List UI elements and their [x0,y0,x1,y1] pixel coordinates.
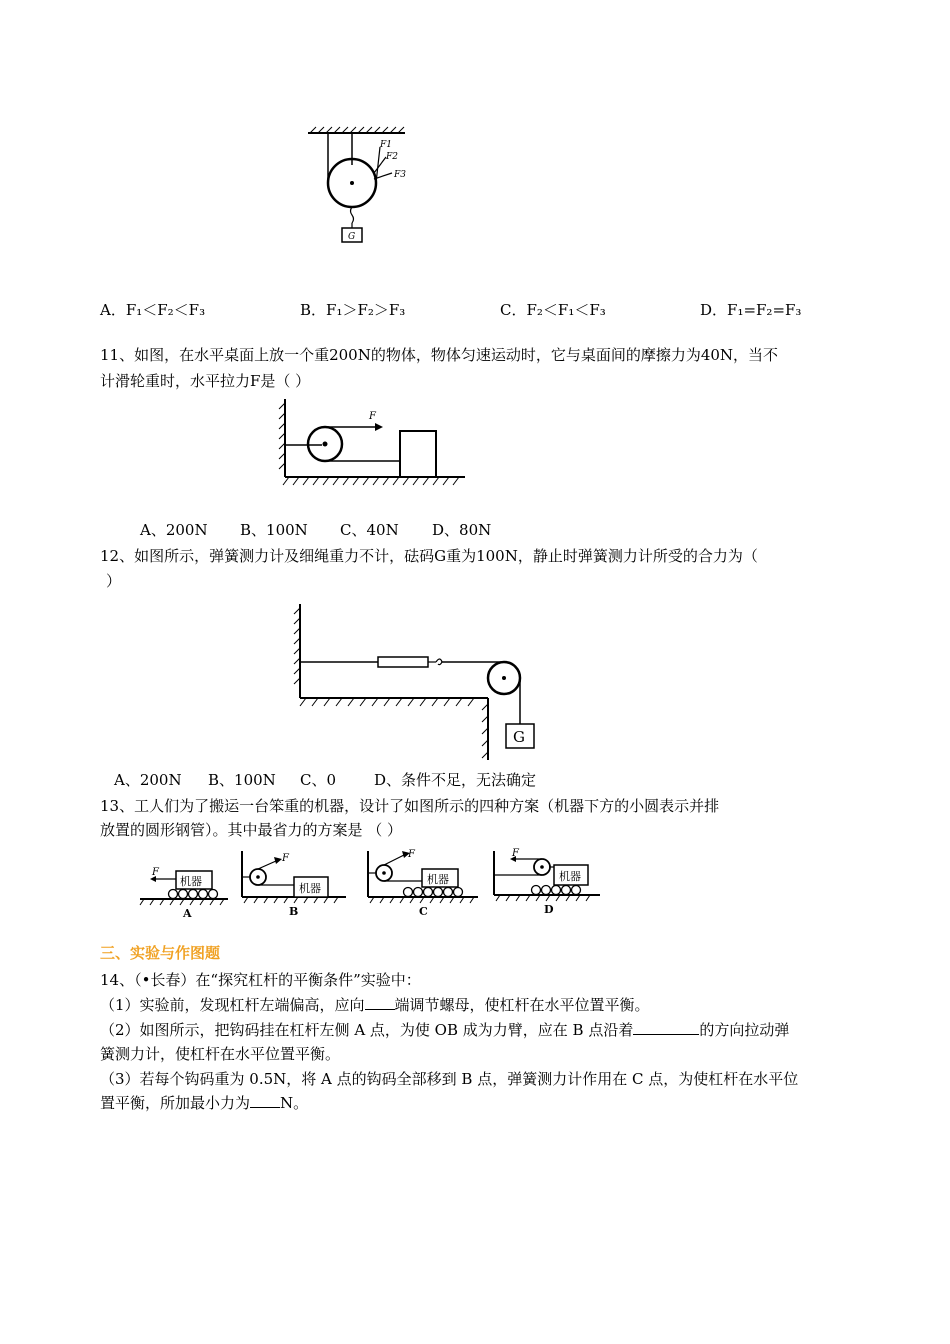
q13-force-label-a: F [152,867,159,878]
q13-machine-label-d: 机器 [559,870,581,883]
q14-part-2-line-2: 簧测力计，使杠杆在水平位置平衡。 [100,1045,341,1063]
q14-blank-1[interactable] [365,995,395,1010]
q11-force-label: F [369,411,376,422]
q13-machine-label-c: 机器 [427,873,449,886]
q14-part-2-line-1: （2）如图所示，把钩码挂在杠杆左侧 A 点，为使 OB 成为力臂，应在 B 点沿着 的方向拉动弹 [100,1021,790,1039]
q13-panel-label-d: D [544,903,554,916]
q12-question-line-1: 12、如图所示，弹簧测力计及细绳重力不计，砝码G重为100N，静止时弹簧测力计所受的合力为（ [100,547,758,565]
q13-machine-label-a: 机器 [180,875,202,888]
q13-force-label-d: F [512,848,519,859]
q12-question-line-2: ） [106,572,122,590]
q13-question-line-1: 13、工人们为了搬运一台笨重的机器，设计了如图所示的四种方案（机器下方的小圆表示并排 [100,797,720,815]
q11-option-a: A、200N [140,521,208,539]
q13-force-label-b: F [282,853,289,864]
q13-panel-b [242,851,346,918]
q10-force-label-1: F1 [380,140,392,150]
q11-option-b: B、100N [240,521,308,539]
q13-panel-label-a: A [183,907,192,920]
section-3-heading: 三、实验与作图题 [100,944,221,962]
q10-force-label-3: F3 [394,170,406,180]
q10-option-b: B．F₁＞F₂＞F₃ [300,301,406,319]
q13-panel-a [140,867,228,920]
q11-option-d: D、80N [432,521,492,539]
q12-spring-scale-figure [292,600,552,765]
q10-option-c: C．F₂＜F₁＜F₃ [500,301,606,319]
q10-option-d: D．F₁=F₂=F₃ [700,301,802,319]
q10-force-label-2: F2 [386,152,398,162]
q11-option-c: C、40N [340,521,399,539]
q14-part-1: （1）实验前，发现杠杆左端偏高，应向 端调节螺母，使杠杆在水平位置平衡。 [100,996,650,1014]
q12-option-a: A、200N [114,771,182,789]
q10-pulley-figure [300,125,420,245]
q13-question-line-2: 放置的圆形钢管）。其中最省力的方案是 （ ） [100,821,403,839]
q11-question-line-2: 计滑轮重时，水平拉力F是（ ） [100,372,311,390]
q13-force-label-c: F [408,849,415,860]
q10-weight-label: G [348,232,356,242]
q12-option-c: C、0 [300,771,337,789]
q13-panel-d [494,848,600,916]
q13-panel-label-b: B [289,905,299,918]
q14-question-line-1: 14、（•长春）在“探究杠杆的平衡条件”实验中： [100,971,421,989]
q12-option-b: B、100N [208,771,276,789]
q11-pulley-figure [277,397,477,492]
q14-blank-2[interactable] [633,1020,699,1035]
q13-machine-label-b: 机器 [299,882,321,895]
q10-option-a: A．F₁＜F₂＜F₃ [100,301,206,319]
q13-four-schemes-figure [140,847,610,919]
q11-question-line-1: 11、如图，在水平桌面上放一个重200N的物体，物体匀速运动时，它与桌面间的摩擦力为40N，当不 [100,346,779,364]
q14-part-3-line-2: 置平衡，所加最小力为 N。 [100,1094,309,1112]
q12-weight-label: G [513,728,525,746]
q13-panel-label-c: C [419,905,428,918]
q14-blank-3[interactable] [250,1093,280,1108]
q14-part-3-line-1: （3）若每个钩码重为 0.5N，将 A 点的钩码全部移到 B 点，弹簧测力计作用在 C 点，为使杠杆在水平位 [100,1070,799,1088]
q12-option-d: D、条件不足，无法确定 [374,771,537,789]
q13-panel-c [368,849,478,918]
